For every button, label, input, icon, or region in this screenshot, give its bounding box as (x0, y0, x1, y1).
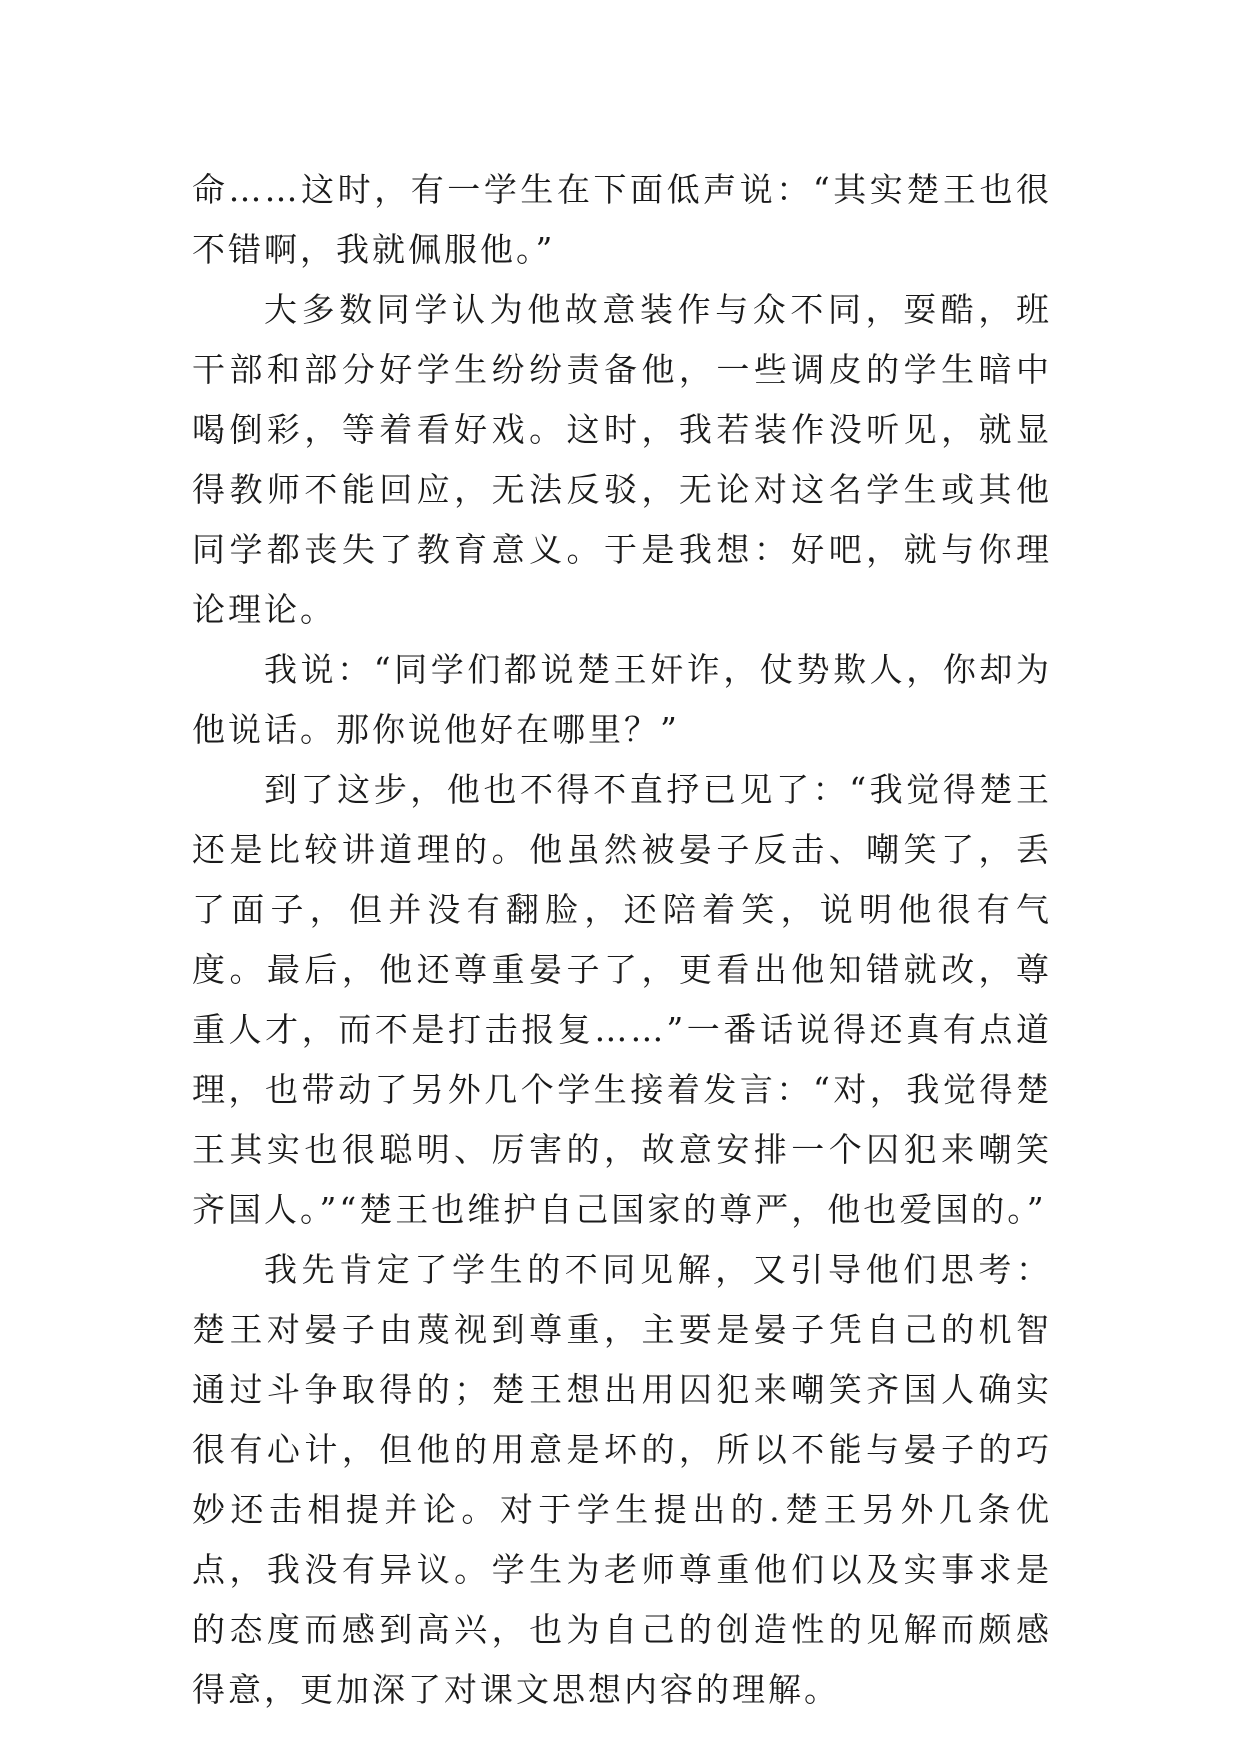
paragraph-5: 我先肯定了学生的不同见解，又引导他们思考：楚王对晏子由蔑视到尊重，主要是晏子凭自己的机智通过斗争取得的；楚王想出用囚犯来嘲笑齐国人确实很有心计，但他的用意是坏的，所以不能与晏子的巧妙还击相提并论。对于学生提出的.楚王另外几条优点，我没有异议。学生为老师尊重他们以及实事求是的态度而感到高兴，也为自己的创造性的见解而颇感得意，更加深了对课文思想内容的理解。 (192, 1250, 1052, 1709)
paragraph-2: 大多数同学认为他故意装作与众不同，耍酷，班干部和部分好学生纷纷责备他，一些调皮的学生暗中喝倒彩，等着看好戏。这时，我若装作没听见，就显得教师不能回应，无法反驳，无论对这名学生或其他同学都丧失了教育意义。于是我想：好吧，就与你理论理论。 (192, 290, 1052, 629)
paragraph-continuation: 命……这时，有一学生在下面低声说：“其实楚王也很不错啊，我就佩服他。” (192, 170, 1052, 269)
document-body (192, 160, 1052, 1720)
paragraph-3: 我说：“同学们都说楚王奸诈，仗势欺人，你却为他说话。那你说他好在哪里？” (192, 650, 1052, 749)
paragraph-4: 到了这步，他也不得不直抒已见了：“我觉得楚王还是比较讲道理的。他虽然被晏子反击、嘲笑了，丢了面子，但并没有翻脸，还陪着笑，说明他很有气度。最后，他还尊重晏子了，更看出他知错就改，尊重人才，而不是打击报复……”一番话说得还真有点道理，也带动了另外几个学生接着发言：“对，我觉得楚王其实也很聪明、厉害的，故意安排一个囚犯来嘲笑齐国人。”“楚王也维护自己国家的尊严，他也爱国的。” (192, 770, 1052, 1229)
